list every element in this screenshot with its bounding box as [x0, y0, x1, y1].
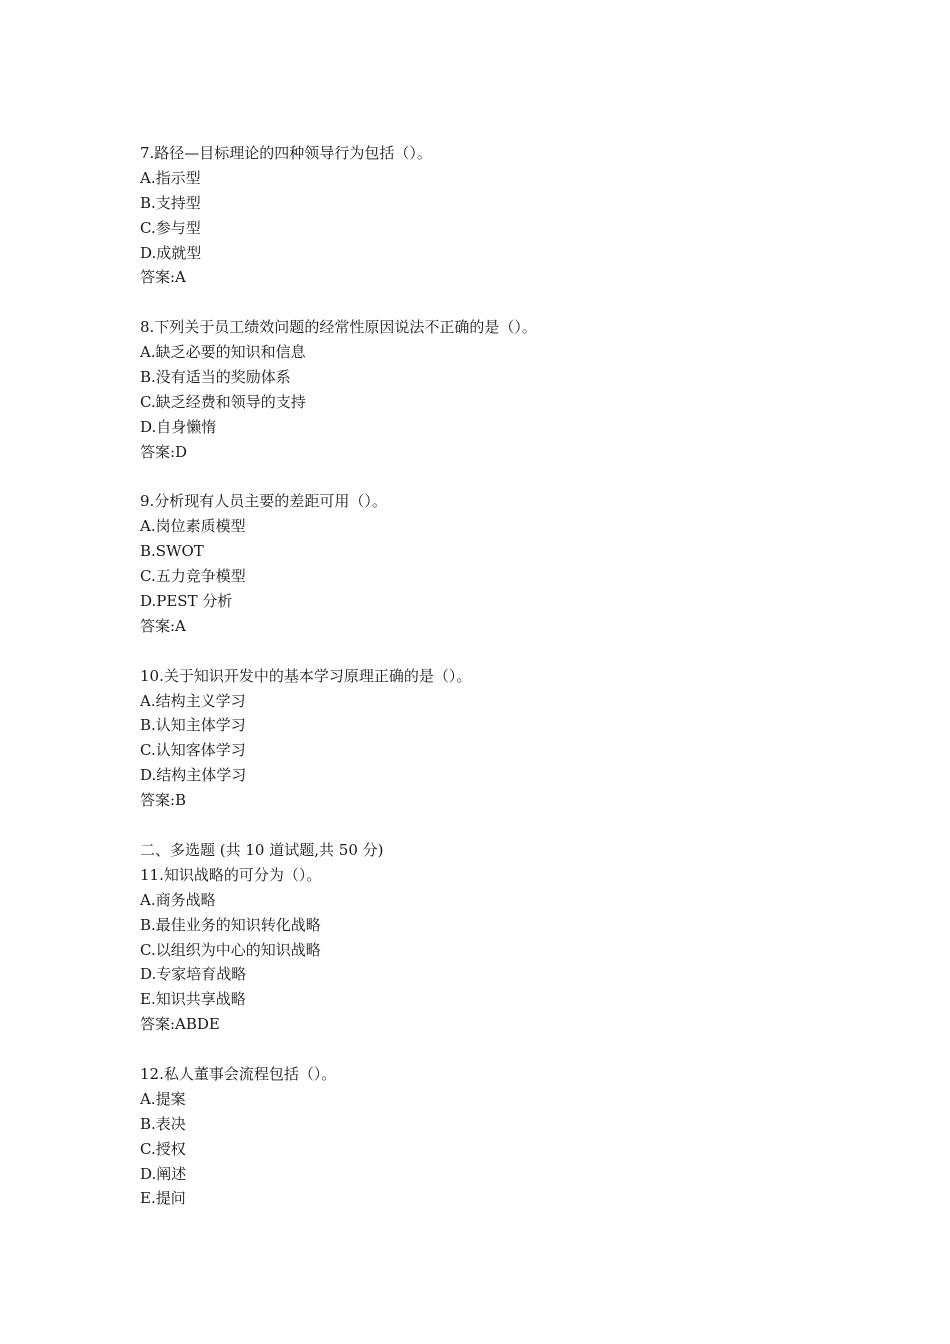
- option-c: C.授权: [140, 1139, 186, 1158]
- option-e: E.提问: [140, 1189, 186, 1208]
- question-stem: 11.知识战略的可分为（）。: [140, 865, 322, 884]
- option-a: A.指示型: [140, 168, 201, 187]
- option-c: C.以组织为中心的知识战略: [140, 940, 321, 959]
- option-a: A.缺乏必要的知识和信息: [140, 343, 306, 362]
- spacer: [140, 1037, 840, 1062]
- option-b: B.认知主体学习: [140, 716, 246, 735]
- option-b: B.支持型: [140, 193, 201, 212]
- question-11: [140, 863, 840, 1037]
- option-c: C.缺乏经费和领导的支持: [140, 392, 306, 411]
- answer-line: 答案:A: [140, 268, 186, 287]
- option-a: A.提案: [140, 1089, 186, 1108]
- spacer: [140, 290, 840, 315]
- option-e: E.知识共享战略: [140, 990, 246, 1009]
- option-a: A.商务战略: [140, 890, 216, 909]
- spacer: [140, 813, 840, 838]
- question-10: [140, 664, 840, 813]
- question-stem: 9.分析现有人员主要的差距可用（）。: [140, 492, 387, 511]
- question-stem: 7.路径—目标理论的四种领导行为包括（）。: [140, 144, 432, 162]
- option-d: D.PEST 分析: [140, 592, 233, 611]
- option-c: C.五力竞争模型: [140, 567, 246, 586]
- question-stem: 10.关于知识开发中的基本学习原理正确的是（）。: [140, 666, 472, 685]
- question-12: [140, 1062, 840, 1211]
- option-c: C.认知客体学习: [140, 741, 246, 760]
- question-7: [140, 141, 840, 290]
- question-9: [140, 489, 840, 638]
- answer-line: 答案:A: [140, 616, 186, 635]
- option-d: D.成就型: [140, 243, 202, 262]
- option-d: D.专家培育战略: [140, 965, 247, 984]
- spacer: [140, 639, 840, 664]
- option-c: C.参与型: [140, 218, 201, 237]
- option-b: B.没有适当的奖励体系: [140, 368, 291, 387]
- spacer: [140, 465, 840, 490]
- answer-line: 答案:B: [140, 791, 187, 810]
- option-b: B.最佳业务的知识转化战略: [140, 915, 321, 934]
- option-a: A.岗位素质模型: [140, 517, 246, 536]
- option-d: D.阐述: [140, 1164, 187, 1183]
- answer-line: 答案:D: [140, 442, 188, 461]
- option-d: D.结构主体学习: [140, 766, 247, 785]
- option-b: B.SWOT: [140, 542, 204, 561]
- section-heading: 二、多选题 (共 10 道试题,共 50 分): [140, 840, 384, 859]
- option-d: D.自身懒惰: [140, 417, 217, 436]
- option-b: B.表决: [140, 1114, 186, 1133]
- answer-line: 答案:ABDE: [140, 1015, 220, 1034]
- document-page: [140, 141, 840, 1211]
- question-stem: 8.下列关于员工绩效问题的经常性原因说法不正确的是（）。: [140, 318, 537, 337]
- question-8: [140, 315, 840, 464]
- option-a: A.结构主义学习: [140, 691, 246, 710]
- question-stem: 12.私人董事会流程包括（）。: [140, 1064, 337, 1083]
